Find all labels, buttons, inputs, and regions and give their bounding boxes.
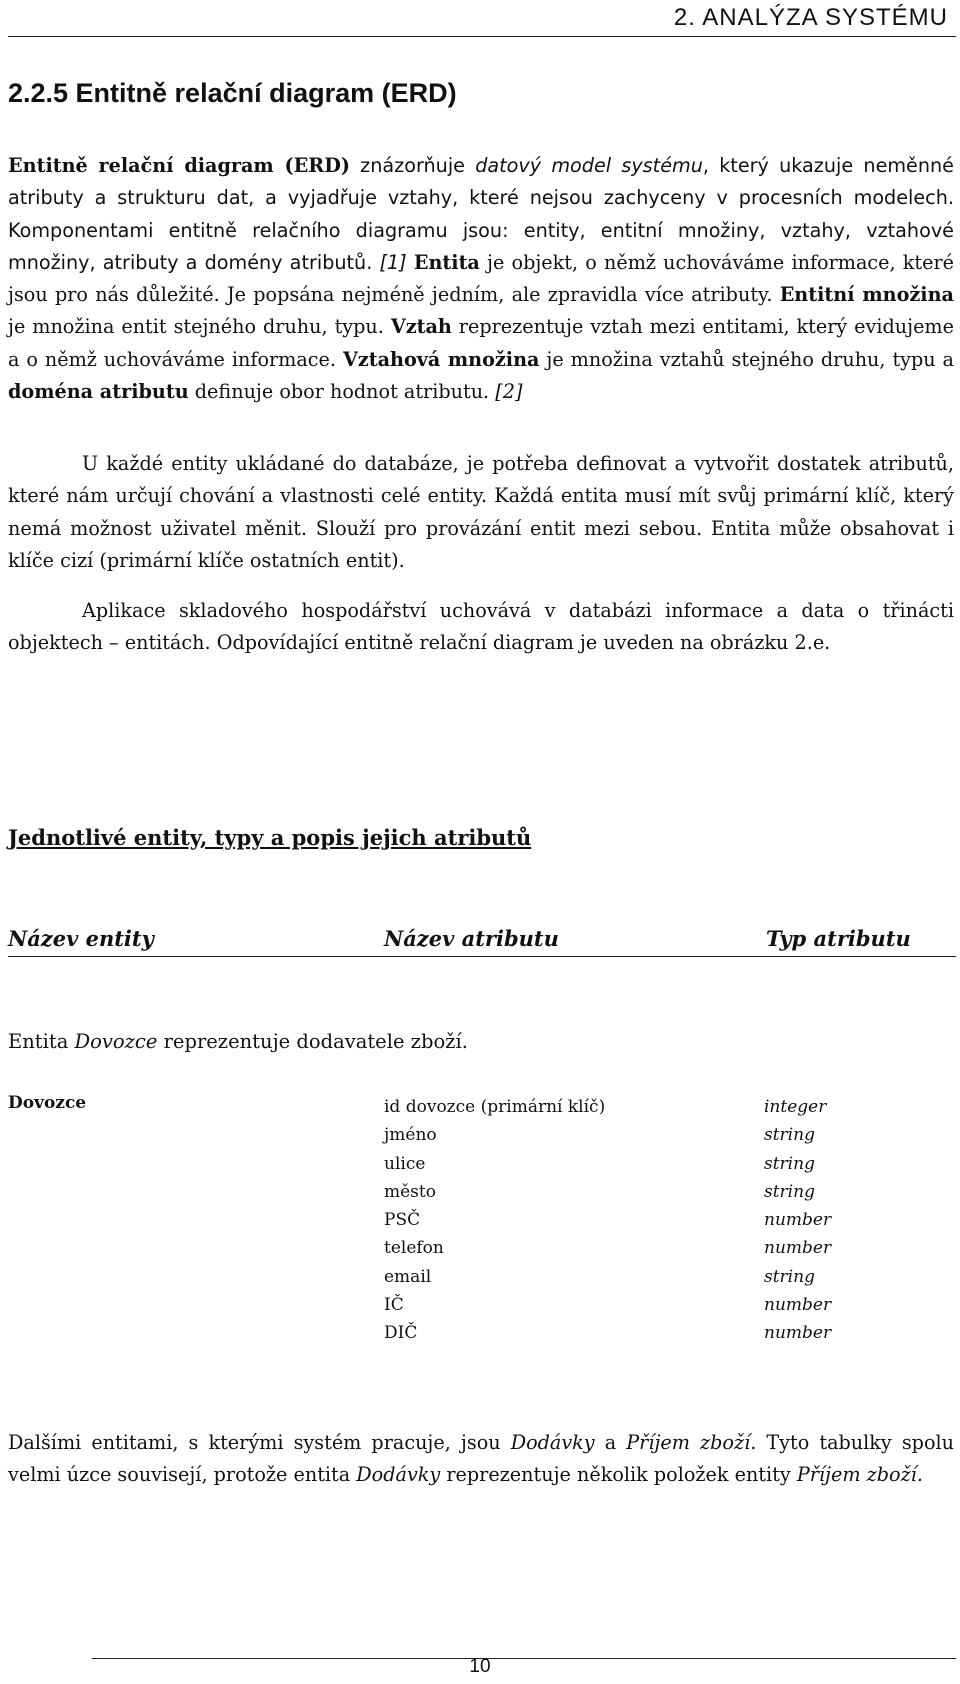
- attribute-name: DIČ: [384, 1323, 418, 1344]
- attribute-name: telefon: [384, 1238, 444, 1259]
- term-attribute-domain: doména atributu: [8, 380, 189, 404]
- page-number: 10: [469, 1656, 491, 1677]
- entity-ref-dodavky: Dodávky: [356, 1463, 441, 1487]
- chapter-title: 2. ANALÝZA SYSTÉMU: [673, 4, 948, 31]
- column-header-type: Typ atributu: [766, 926, 911, 951]
- term-relationship: Vztah: [390, 315, 452, 339]
- page-header: [8, 0, 956, 37]
- attribute-name: ulice: [384, 1153, 426, 1174]
- attributes-paragraph: U každé entity ukládané do databáze, je potřeba definovat a vytvořit dostatek atributů, které nám určují chování a vlastnosti celé entity. Každá entita musí mít svůj primární klíč, který nemá možnost uživatel měnit. Slouží pro provázání entit mezi sebou. Entita může obsahovat i klíče cizí (primární klíče ostatních entit).: [8, 452, 954, 572]
- attribute-type: number: [764, 1210, 832, 1231]
- attribute-name: id dovozce (primární klíč): [384, 1097, 606, 1117]
- column-header-entity: Název entity: [8, 926, 154, 951]
- attribute-name: město: [384, 1181, 436, 1202]
- attribute-type: string: [764, 1153, 815, 1174]
- term-entity: Entita: [413, 250, 480, 274]
- citation-2: [2]: [495, 380, 523, 404]
- column-header-attribute: Název atributu: [384, 926, 559, 951]
- attribute-type: number: [764, 1295, 832, 1316]
- application-paragraph: Aplikace skladového hospodářství uchovává v databázi informace a data o třinácti objektech – entitách. Odpovídající entitně relační diagram je uveden na obrázku 2.e.: [8, 599, 954, 655]
- entity-list-heading: Jednotlivé entity, typy a popis jejich atributů: [8, 825, 532, 850]
- attribute-type-list: [764, 1093, 831, 1348]
- section-title: 2.2.5 Entitně relační diagram (ERD): [8, 78, 457, 108]
- attribute-name: email: [384, 1266, 432, 1287]
- intro-paragraph: Entitně relační diagram (ERD) znázorňuje datový model systému, který ukazuje neměnné atributy a strukturu dat, a vyjadřuje vztahy, které nejsou zachyceny v procesních modelech. Komponentami entitně relačního diagramu jsou: entity, entitní množiny, vztahy, vztahové množiny, atributy a domény atributů. [1] Entita je objekt, o němž uchováváme informace, které jsou pro nás důležité. Je popsána nejméně jedním, ale zpravidla více atributy. Entitní množina je množina entit stejného druhu, typu. Vztah reprezentuje vztah mezi entitami, který evidujeme a o němž uchováváme informace. Vztahová množina je množina vztahů stejného druhu, typu a doména atributu definuje obor hodnot atributu. [2]: [8, 154, 954, 404]
- entity-ref-prijem-zbozi: Příjem zboží.: [796, 1463, 923, 1487]
- attribute-name: IČ: [384, 1295, 404, 1316]
- entity-description: Entita Dovozce reprezentuje dodavatele zboží.: [8, 1030, 468, 1053]
- attribute-type: string: [764, 1125, 815, 1146]
- attribute-name: jméno: [384, 1125, 437, 1146]
- attribute-type: number: [764, 1323, 832, 1344]
- term-entity-set: Entitní množina: [779, 283, 954, 307]
- term-relationship-set: Vztahová množina: [342, 347, 540, 371]
- entity-ref-prijem-zbozi: Příjem zboží: [626, 1431, 751, 1454]
- attribute-type: string: [764, 1266, 815, 1287]
- entity-name: Dovozce: [8, 1093, 87, 1113]
- attribute-type: number: [764, 1238, 832, 1259]
- entity-ref-dodavky: Dodávky: [510, 1431, 595, 1454]
- attribute-name: PSČ: [384, 1210, 421, 1231]
- attribute-type: string: [764, 1181, 815, 1202]
- attribute-list: [384, 1093, 605, 1348]
- citation-1: [1]: [379, 250, 407, 274]
- term-erd: Entitně relační diagram (ERD): [8, 154, 350, 177]
- term-data-model: datový model systému: [475, 154, 703, 177]
- column-header-rule: [8, 956, 956, 957]
- attribute-type: integer: [764, 1097, 827, 1117]
- related-entities-paragraph: Dalšími entitami, s kterými systém pracuje, jsou Dodávky a Příjem zboží. Tyto tabulky spolu velmi úzce souvisejí, protože entita Dodávky reprezentuje několik položek entity Příjem zboží.: [8, 1431, 954, 1487]
- entity-description-name: Dovozce: [74, 1030, 158, 1053]
